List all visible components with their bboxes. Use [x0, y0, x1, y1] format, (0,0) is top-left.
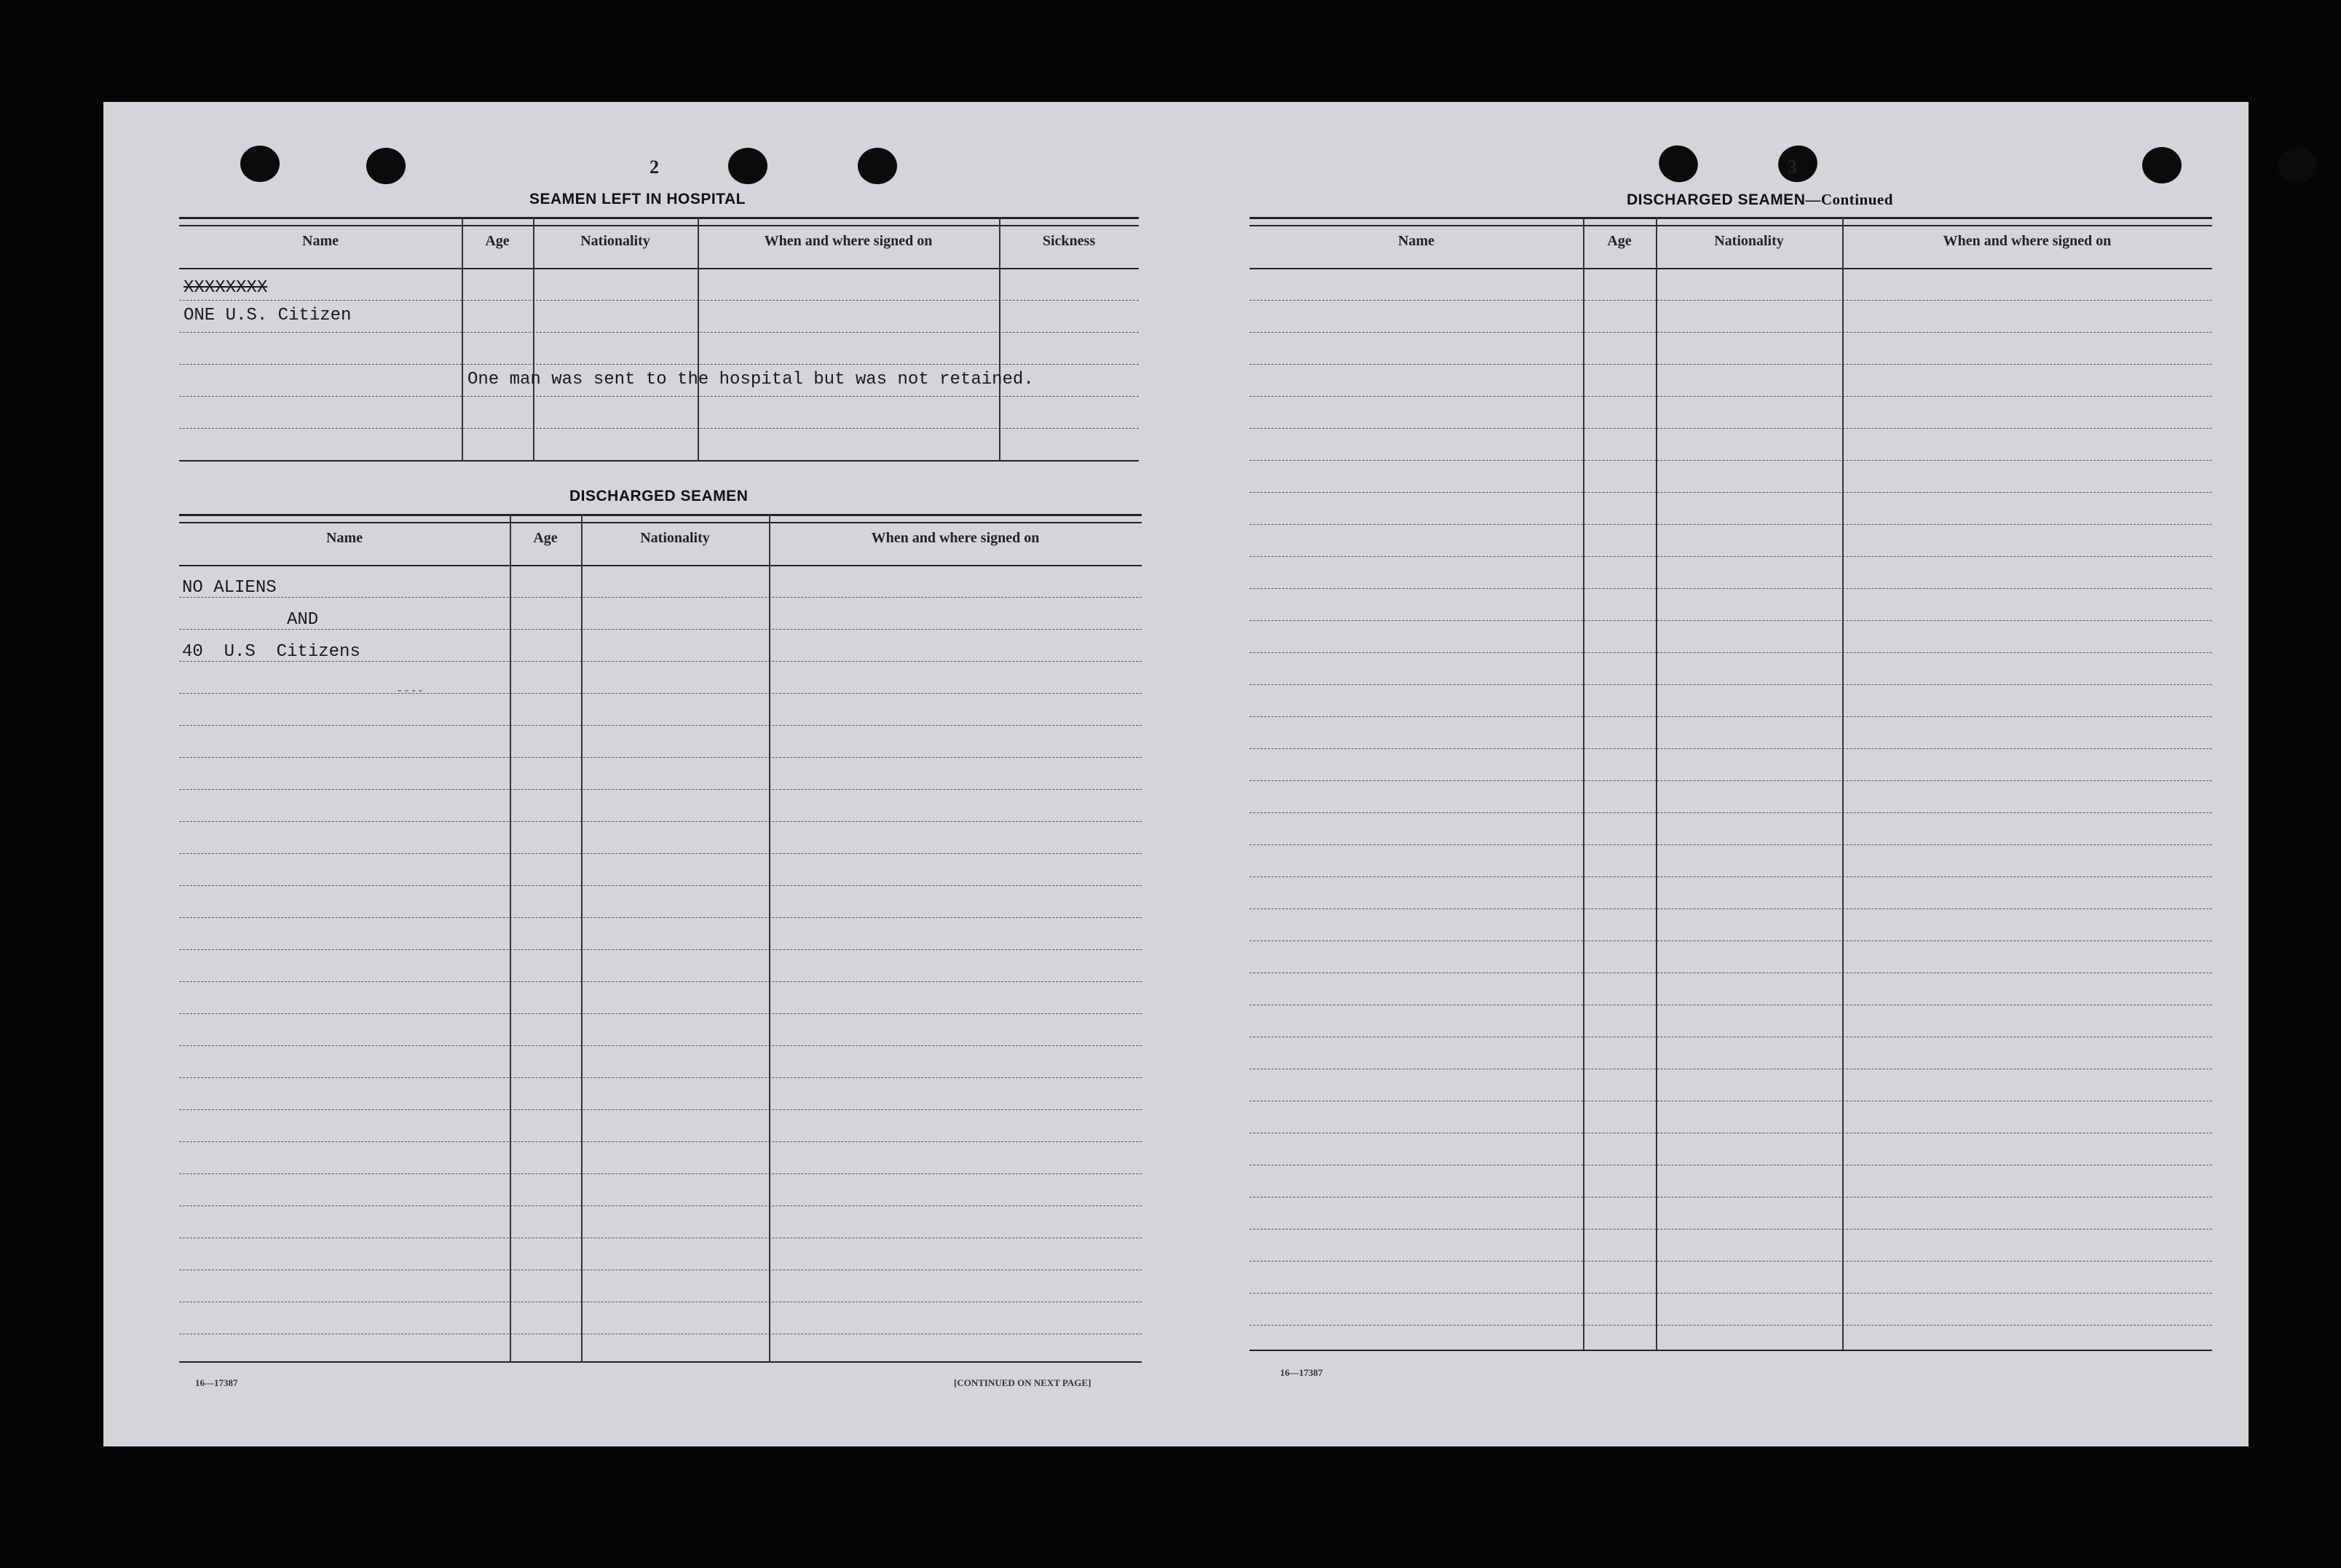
ruled-row-line [179, 949, 1142, 950]
hospital-section-title: SEAMEN LEFT IN HOSPITAL [529, 191, 746, 207]
ruled-row-line [179, 1045, 1142, 1046]
ruled-row-line [1250, 1325, 2212, 1326]
col-header-signed-on: When and where signed on [764, 233, 933, 249]
ruled-row-line [1250, 396, 2212, 397]
ruled-row-line [179, 821, 1142, 822]
col-header-age: Age [1607, 233, 1632, 249]
ruled-row-line [179, 597, 1142, 598]
ruled-row-line [1250, 524, 2212, 525]
typed-dash-mark: ---- [396, 684, 425, 697]
col-header-signed-on: When and where signed on [1943, 233, 2112, 249]
ruled-row-line [1250, 460, 2212, 461]
ruled-row-line [179, 725, 1142, 726]
ruled-row-line [1250, 908, 2212, 909]
ruled-row-line [179, 789, 1142, 790]
typed-struck-entry: XXXXXXXX [183, 278, 268, 298]
ruled-row-line [1250, 684, 2212, 685]
punch-hole [2142, 147, 2182, 183]
col-header-nationality: Nationality [1714, 233, 1784, 249]
ruled-row-line [1250, 620, 2212, 621]
ruled-row-line [179, 693, 1142, 694]
ruled-row-line [179, 757, 1142, 758]
punch-hole [1654, 140, 1703, 187]
ruled-row-line [1250, 300, 2212, 301]
typed-no-aliens: NO ALIENS [182, 578, 277, 598]
ruled-row-line [179, 1173, 1142, 1174]
col-header-name: Name [302, 233, 339, 249]
ruled-row-line [1250, 716, 2212, 717]
typed-citizens-count: 40 U.S Citizens [182, 642, 360, 662]
scanned-form-sheet [103, 102, 2249, 1446]
ruled-row-line [179, 1109, 1142, 1110]
ruled-row-line [1250, 428, 2212, 429]
right-page [1254, 102, 2249, 1446]
ruled-row-line [179, 885, 1142, 886]
ruled-row-line [1250, 556, 2212, 557]
ruled-row-line [1250, 1261, 2212, 1262]
punch-hole [1774, 141, 1821, 186]
ruled-row-line [179, 981, 1142, 982]
ruled-row-line [1250, 1293, 2212, 1294]
ruled-row-line [179, 1013, 1142, 1014]
typed-hospital-count: ONE U.S. Citizen [183, 306, 352, 325]
ruled-row-line [1250, 844, 2212, 845]
col-header-age: Age [533, 530, 558, 546]
punch-hole [366, 148, 406, 184]
typed-and: AND [287, 610, 319, 630]
typed-hospital-note: One man was sent to the hospital but was not retained. [467, 370, 1034, 389]
ruled-row-line [179, 1141, 1142, 1142]
punch-hole [2278, 147, 2317, 183]
col-header-signed-on: When and where signed on [871, 530, 1040, 546]
ruled-row-line [1250, 876, 2212, 877]
title-main: DISCHARGED SEAMEN [1627, 191, 1806, 208]
ruled-row-line [179, 853, 1142, 854]
ruled-row-line [1250, 780, 2212, 781]
col-header-nationality: Nationality [580, 233, 650, 249]
punch-hole [728, 148, 767, 184]
col-header-name: Name [326, 530, 363, 546]
form-number: 16—17387 [195, 1377, 238, 1388]
ruled-row-line [179, 1077, 1142, 1078]
col-header-sickness: Sickness [1042, 233, 1096, 249]
ruled-row-line [1250, 492, 2212, 493]
ruled-row-line [179, 1205, 1142, 1206]
col-header-age: Age [485, 233, 510, 249]
discharged-section-title: DISCHARGED SEAMEN [569, 488, 749, 504]
col-header-name: Name [1398, 233, 1434, 249]
discharged-continued-title [1627, 191, 1893, 209]
ruled-row-line [179, 629, 1142, 630]
discharged-table [179, 514, 1142, 1367]
ruled-row-line [179, 917, 1142, 918]
page-number: 2 [650, 157, 659, 178]
col-header-nationality: Nationality [640, 530, 710, 546]
left-page [103, 102, 1181, 1446]
page-number: 3 [1788, 157, 1797, 178]
ruled-row-line [1250, 748, 2212, 749]
ruled-row-line [1250, 364, 2212, 365]
ruled-row-line [1250, 652, 2212, 653]
title-suffix: —Continued [1805, 191, 1893, 208]
ruled-row-line [1250, 332, 2212, 333]
ruled-row-line [1250, 588, 2212, 589]
hospital-table [179, 217, 1139, 467]
punch-hole [858, 148, 897, 184]
punch-hole [240, 146, 280, 182]
ruled-row-line [1250, 812, 2212, 813]
ruled-row-line [1250, 1229, 2212, 1230]
continued-note: [CONTINUED ON NEXT PAGE] [954, 1377, 1091, 1388]
form-number: 16—17387 [1280, 1367, 1323, 1378]
discharged-continued-grid [1250, 217, 2212, 1355]
